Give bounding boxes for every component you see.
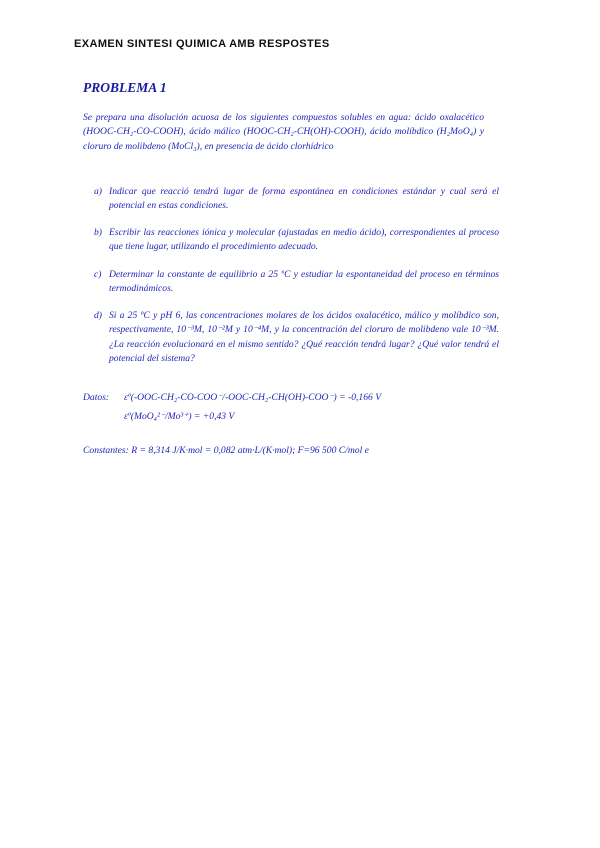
question-item-a <box>94 185 499 214</box>
question-label: a) <box>94 186 102 197</box>
datos-label: Datos: <box>83 392 110 403</box>
problem-title: PROBLEMA 1 <box>83 80 167 95</box>
question-text: Escribir las reacciones iónica y molecular (ajustadas en medio ácido), correspondientes al proceso que tiene lugar, utilizando el procedimiento adecuado. <box>109 227 499 253</box>
question-text: Determinar la constante de equilibrio a 25 ºC y estudiar la espontaneidad del proceso en términos termodinámicos. <box>109 269 499 295</box>
question-label: b) <box>94 227 102 238</box>
page-header: EXAMEN SINTESI QUIMICA AMB RESPOSTES <box>74 38 330 50</box>
question-label: c) <box>94 269 102 280</box>
datos-equation-oxalacetic: εº(-OOC-CH₂-CO-COO⁻/-OOC-CH₂-CH(OH)-COO⁻) = -0,166 V <box>124 392 382 403</box>
constants-line: Constantes: R = 8,314 J/K·mol = 0,082 atm·L/(K·mol); F=96 500 C/mol e <box>83 445 369 456</box>
question-text: Indicar que reacció tendrá lugar de forma espontánea en condiciones estándar y cual será el potencial en estas condiciones. <box>109 186 499 212</box>
question-item-c <box>94 268 499 297</box>
problem-intro: Se prepara una disolución acuosa de los siguientes compuestos solubles en agua: ácido oxalacético (HOOC-CH₂-CO-COOH), ácido málico (HOOC-CH₂-CH(OH)-COOH), ácido molíbdico (H₂MoO₄) y cloruro de molibdeno (MoCl₃), en presencia de ácido clorhídrico <box>83 112 484 152</box>
question-item-b <box>94 226 499 255</box>
question-label: d) <box>94 310 102 321</box>
question-text: Si a 25 ºC y pH 6, las concentraciones molares de los ácidos oxalacético, málico y molíbdico son, respectivamente, 10⁻³M, 10⁻²M y 10⁻⁴M, y la concentración del cloruro de molibdeno vale 10⁻³M. ¿La reacción evolucionará en el mismo sentido? ¿Qué reacción tendrá lugar? ¿Qué valor tendrá el potencial del sistema? <box>109 310 499 364</box>
datos-equation-molybdate: εº(MoO₄²⁻/Mo³⁺) = +0,43 V <box>124 411 235 422</box>
question-item-d <box>94 309 499 366</box>
